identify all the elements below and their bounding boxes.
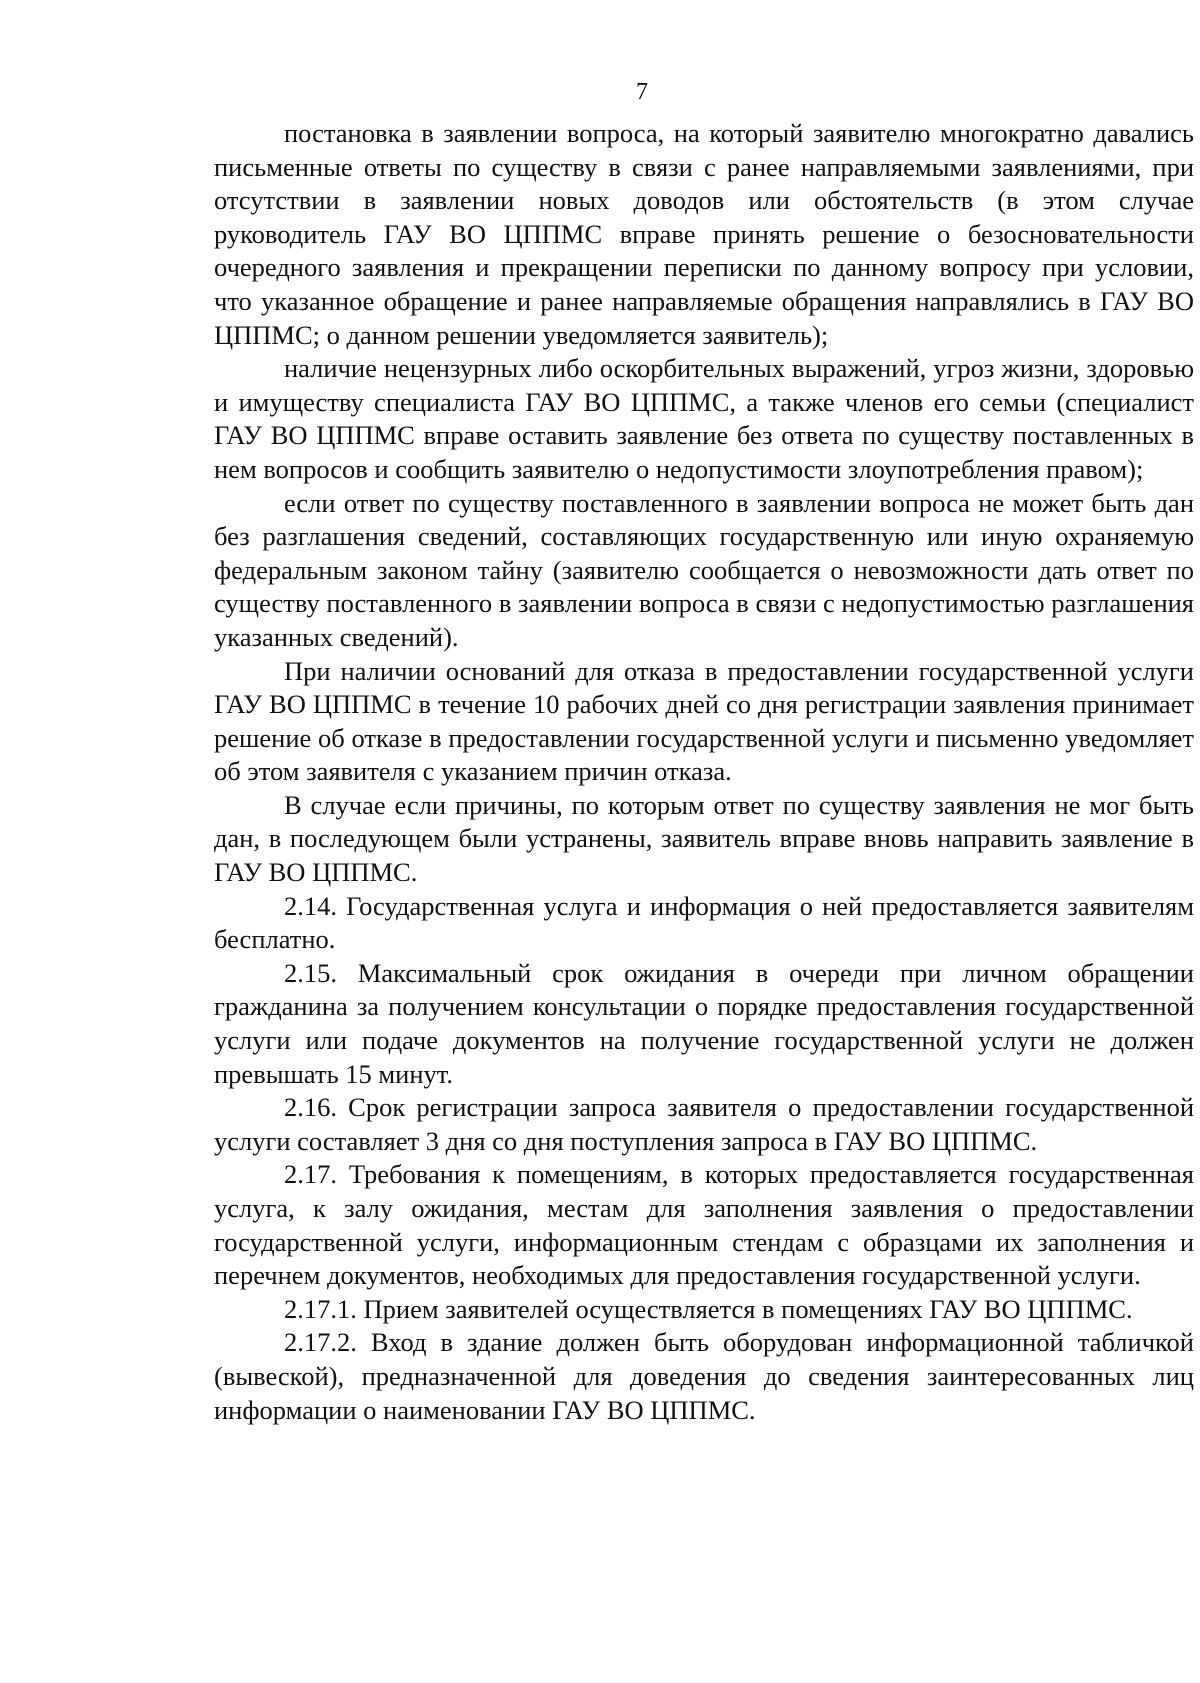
paragraph: постановка в заявлении вопроса, на который заявителю многократно давались письменные ответы по существу в связи с ранее направляемыми заявлениями, при отсутствии в заявлении новых доводов или обстоятельств (в этом случае руководитель ГАУ ВО ЦППМС вправе принять решение о безосновательности очередного заявления и прекращении переписки по данному вопросу при условии, что указанное обращение и ранее направляемые обращения направлялись в ГАУ ВО ЦППМС; о данном решении уведомляется заявитель); [214,118,1194,350]
paragraph: При наличии оснований для отказа в предоставлении государственной услуги ГАУ ВО ЦППМС в течение 10 рабочих дней со дня регистрации заявления принимает решение об отказе в предоставлении государственной услуги и письменно уведомляет об этом заявителя с указанием причин отказа. [214,655,1194,787]
paragraph: В случае если причины, по которым ответ по существу заявления не мог быть дан, в последующем были устранены, заявитель вправе вновь направить заявление в ГАУ ВО ЦППМС. [214,789,1194,888]
paragraph: 2.16. Срок регистрации запроса заявителя о предоставлении государственной услуги составляет 3 дня со дня поступления запроса в ГАУ ВО ЦППМС. [214,1092,1194,1156]
paragraph: 2.17.1. Прием заявителей осуществляется в помещениях ГАУ ВО ЦППМС. [284,1293,1133,1324]
paragraph: если ответ по существу поставленного в заявлении вопроса не может быть дан без разглашения сведений, составляющих государственную или иную охраняемую федеральным законом тайну (заявителю сообщается о невозможности дать ответ по существу поставленного в заявлении вопроса в связи с недопустимостью разглашения указанных сведений). [214,487,1194,652]
paragraph: наличие нецензурных либо оскорбительных выражений, угроз жизни, здоровью и имуществу специалиста ГАУ ВО ЦППМС, а также членов его семьи (специалист ГАУ ВО ЦППМС вправе оставить заявление без ответа по существу поставленных в нем вопросов и сообщить заявителю о недопустимости злоупотребления правом); [214,353,1194,484]
paragraph: 2.17. Требования к помещениям, в которых предоставляется государственная услуга, к залу ожидания, местам для заполнения заявления о предоставлении государственной услуги, информационным стендам с образцами их заполнения и перечнем документов, необходимых для предоставления государственной услуги. [214,1159,1194,1291]
paragraph: 2.15. Максимальный срок ожидания в очереди при личном обращении гражданина за получением консультации о порядке предоставления государственной услуги или подаче документов на получение государственной услуги не должен превышать 15 минут. [214,957,1194,1089]
paragraph: 2.14. Государственная услуга и информация о ней предоставляется заявителям бесплатно. [214,890,1194,955]
paragraph: 2.17.2. Вход в здание должен быть оборудован информационной табличкой (вывеской), предназначенной для доведения до сведения заинтересованных лиц информации о наименовании ГАУ ВО ЦППМС. [214,1327,1194,1425]
document-body [214,117,1194,1427]
page-number: 7 [636,79,648,105]
